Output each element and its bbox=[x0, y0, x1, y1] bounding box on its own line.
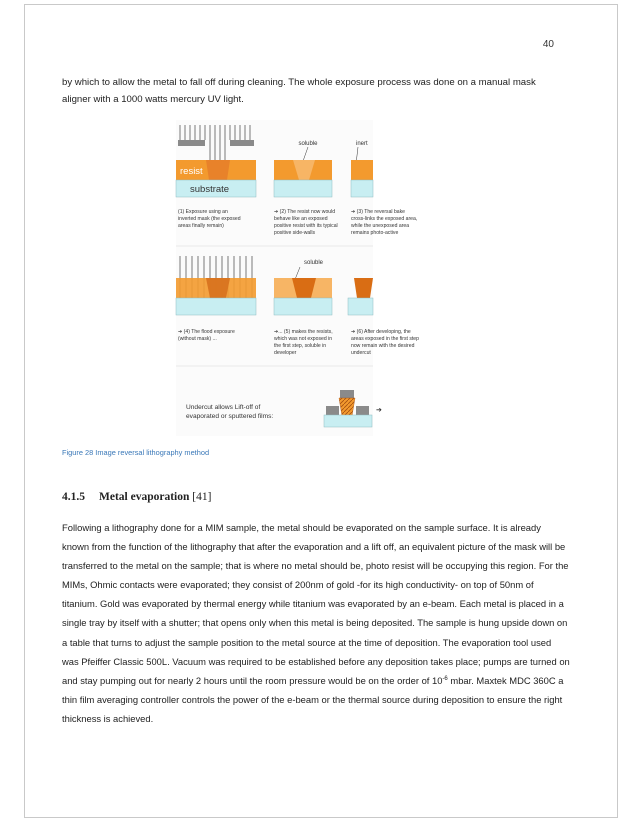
mask-left bbox=[178, 140, 205, 146]
svg-text:cross-links the exposed area,: cross-links the exposed area, bbox=[351, 216, 418, 222]
lithography-figure bbox=[176, 120, 419, 436]
exposed-region bbox=[206, 160, 230, 180]
step2-caption bbox=[274, 209, 338, 236]
intro-paragraph: by which to allow the metal to fall off during cleaning. The whole exposure process was done on a manual mask aligner with a 1000 watts mercury UV light. bbox=[62, 77, 536, 105]
liftoff-arrow: ➔ bbox=[376, 407, 382, 414]
svg-text:➔ (3) The reversal bake: ➔ (3) The reversal bake bbox=[351, 209, 406, 215]
svg-text:while the unexposed area: while the unexposed area bbox=[351, 223, 410, 229]
exponent: -6 bbox=[442, 675, 448, 682]
svg-text:➔ (6) After developing, the: ➔ (6) After developing, the bbox=[351, 329, 411, 335]
svg-text:Undercut allows Lift-off of: Undercut allows Lift-off of bbox=[186, 404, 261, 411]
svg-text:(without mask) ...: (without mask) ... bbox=[178, 336, 217, 342]
resist-label: resist bbox=[180, 166, 203, 177]
inert-label: inert bbox=[356, 141, 368, 147]
body-paragraph: Following a lithography done for a MIM sample, the metal should be evaporated on the sample surface. It is already known from the function of the lithography that after the evaporation and a lift off, an equivalent picture of the mask will be transferred to the metal on the sample; that is where no metal should be, photo resist will be occupying this region. For the MIMs, Ohmic contacts were evaporated; they consist of 200nm of gold -for its high conductivity- on top of 50nm of titanium. Gold was evaporated by thermal energy while titanium was evaporated by an e-beam. Each metal is placed in a single tray by itself with a shutter; that opens only when this metal is being deposited. The sample is hung upside down on a table that turns to adjust the sample position to the metal source at the time of deposition. The evaporation tool used was Pfeiffer Classic 500L. Vacuum was required to be established before any deposition takes place; pumps are turned on and stay pumping out for nearly 2 hours until the room pressure would be on the order of $10^{-6}$ mbar. Maxtek MDC 360C a thin film averaging controller controls the power of the e-beam or the thermal source during deposition to ensure the right thickness is achieved. bbox=[62, 522, 570, 724]
svg-text:now remain with the desired: now remain with the desired bbox=[351, 343, 415, 349]
svg-text:inverted mask (the exposed: inverted mask (the exposed bbox=[178, 216, 241, 222]
step1-caption bbox=[178, 209, 241, 229]
svg-text:undercut: undercut bbox=[351, 350, 371, 356]
svg-text:developer: developer bbox=[274, 350, 297, 356]
step2-diagram bbox=[274, 141, 332, 197]
section-title: Metal evaporation bbox=[99, 491, 190, 503]
svg-text:positive resist with its typic: positive resist with its typical bbox=[274, 223, 338, 229]
figure-caption: Figure 28 Image reversal lithography method bbox=[62, 448, 210, 457]
step4-diagram bbox=[176, 256, 256, 315]
mask-right bbox=[230, 140, 254, 146]
section-ref: [41] bbox=[192, 491, 212, 503]
svg-text:➔ (2) The resist now would: ➔ (2) The resist now would bbox=[274, 209, 336, 215]
liftoff-before-diagram bbox=[324, 390, 372, 427]
soluble-label-2: soluble bbox=[304, 260, 324, 266]
svg-text:➔... (5) makes the resists,: ➔... (5) makes the resists, bbox=[274, 329, 333, 335]
section-number: 4.1.5 bbox=[62, 491, 85, 503]
section-heading bbox=[62, 491, 211, 503]
svg-text:remains photo-active: remains photo-active bbox=[351, 230, 399, 236]
step5-caption bbox=[274, 329, 333, 356]
undercut-caption bbox=[186, 404, 273, 420]
svg-text:(1) Exposure using an: (1) Exposure using an bbox=[178, 209, 228, 215]
svg-text:the first step, soluble in: the first step, soluble in bbox=[274, 343, 327, 349]
svg-text:evaporated or sputtered films:: evaporated or sputtered films: bbox=[186, 413, 274, 420]
svg-text:areas exposed in the first ste: areas exposed in the first step bbox=[351, 336, 419, 342]
step3-diagram bbox=[351, 141, 373, 197]
svg-text:areas finally remain): areas finally remain) bbox=[178, 223, 224, 229]
svg-text:behave like an exposed: behave like an exposed bbox=[274, 216, 328, 222]
soluble-label: soluble bbox=[298, 141, 318, 147]
substrate-label: substrate bbox=[190, 184, 230, 195]
step1-diagram bbox=[176, 125, 256, 197]
page-number: 40 bbox=[542, 39, 554, 50]
step4-caption bbox=[178, 329, 235, 342]
svg-text:positive side-walls: positive side-walls bbox=[274, 230, 316, 236]
svg-text:➔ (4) The flood exposure: ➔ (4) The flood exposure bbox=[178, 329, 235, 335]
step6-diagram bbox=[348, 278, 373, 315]
step5-diagram bbox=[274, 260, 332, 315]
svg-text:which was not exposed in: which was not exposed in bbox=[274, 336, 333, 342]
